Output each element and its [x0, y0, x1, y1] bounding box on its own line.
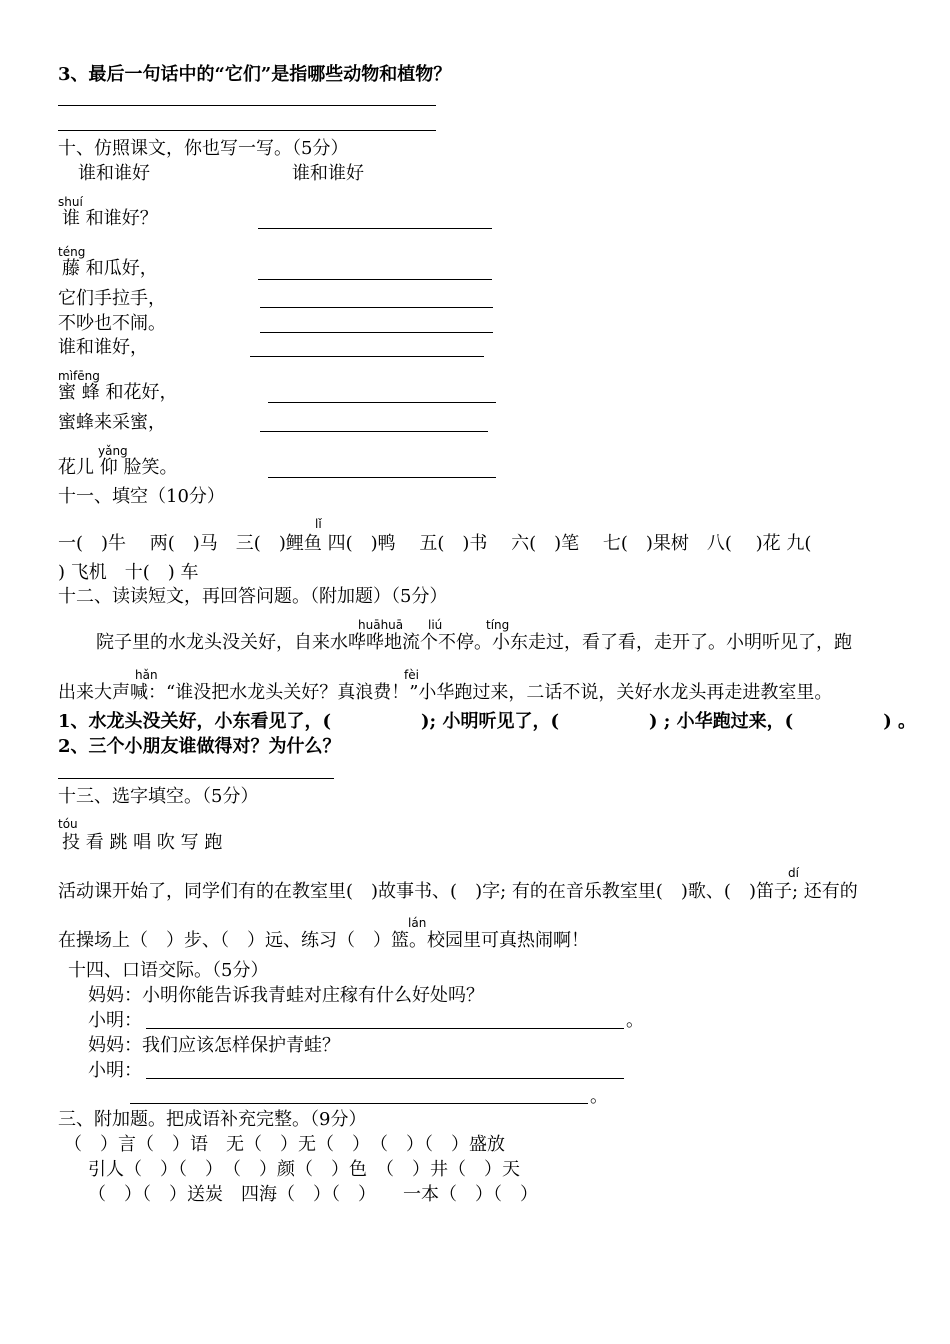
answer-line[interactable] — [146, 1028, 624, 1029]
column-right-title: 谁和谁好 — [292, 163, 364, 184]
answer-line[interactable] — [260, 332, 493, 333]
idiom-row: （ ）（ ）送炭 四海（ ）（ ） 一本（ ）（ ） — [88, 1184, 538, 1205]
answer-line[interactable] — [260, 431, 488, 432]
poem-line: 蜜 蜂 和花好， — [58, 382, 178, 403]
answer-line[interactable] — [258, 228, 492, 229]
pinyin-fei: fèi — [404, 668, 419, 682]
section-10-heading: 十、仿照课文，你也写一写。（5分） — [58, 138, 349, 159]
answer-line[interactable] — [146, 1078, 624, 1079]
pinyin-lan: lán — [408, 916, 427, 930]
answer-line[interactable] — [58, 105, 436, 106]
poem-line: 谁 和谁好？ — [62, 208, 158, 229]
answer-line[interactable] — [260, 307, 493, 308]
fill-sentence: 在操场上（ ）步、（ ）远、练习（ ）篮。校园里可真热闹啊！ — [58, 930, 589, 951]
pinyin-ting: tíng — [486, 618, 510, 632]
pinyin-tou: tóu — [58, 817, 78, 831]
poem-line: 花儿 仰 脸笑。 — [58, 457, 178, 478]
idiom-row: 引人（ ）（ ） （ ）颜（ ）色 （ ）井（ ）天 — [88, 1159, 520, 1180]
poem-line: 蜜蜂来采蜜， — [58, 412, 166, 433]
section-14-heading: 十四、口语交际。（5分） — [68, 960, 269, 981]
dialogue-xiaoming-label: 小明： — [88, 1010, 142, 1031]
answer-line[interactable] — [268, 477, 496, 478]
answer-line[interactable] — [258, 279, 492, 280]
column-left-title: 谁和谁好 — [78, 163, 150, 184]
period: 。 — [590, 1086, 608, 1107]
idiom-row: （ ）言（ ）语 无（ ）无（ ） （ ）（ ）盛放 — [64, 1134, 505, 1155]
period: 。 — [626, 1010, 644, 1031]
dialogue-mom: 妈妈：我们应该怎样保护青蛙？ — [88, 1035, 340, 1056]
section-12-heading: 十二、读读短文，再回答问题。（附加题）（5分） — [58, 586, 448, 607]
fill-row: ) 飞机 十( ) 车 — [58, 562, 199, 583]
section-11-heading: 十一、填空（10分） — [58, 486, 225, 507]
pinyin-liu: liú — [428, 618, 443, 632]
fill-sentence: 活动课开始了，同学们有的在教室里( )故事书、( )字; 有的在音乐教室里( )歌、( )笛子; 还有的 — [58, 881, 858, 902]
fill-row: 一( )牛 两( )马 三( )鲤鱼 四( )鸭 五( )书 六( )笔 七( )果树 八( )花 九( — [58, 533, 812, 554]
poem-line: 谁和谁好， — [58, 337, 148, 358]
answer-line[interactable] — [268, 402, 496, 403]
answer-line[interactable] — [58, 778, 334, 779]
dialogue-xiaoming-label: 小明： — [88, 1060, 142, 1081]
pinyin-li: lǐ — [315, 517, 322, 531]
dialogue-mom: 妈妈：小明你能告诉我青蛙对庄稼有什么好处吗？ — [88, 985, 484, 1006]
passage-line: 出来大声喊：“谁没把水龙头关好？真浪费！”小华跑过来，二话不说，关好水龙头再走进教室里。 — [58, 682, 833, 703]
poem-line: 藤 和瓜好， — [62, 258, 158, 279]
question-3: 3、最后一句话中的“它们”是指哪些动物和植物？ — [58, 64, 452, 85]
poem-line: 它们手拉手， — [58, 288, 166, 309]
pinyin-huahua: huāhuā — [358, 618, 404, 632]
bonus-heading: 三、附加题。把成语补充完整。（9分） — [58, 1109, 367, 1130]
question-2: 2、三个小朋友谁做得对？为什么？ — [58, 736, 341, 757]
word-options: 投 看 跳 唱 吹 写 跑 — [62, 832, 223, 853]
pinyin-teng: téng — [58, 245, 86, 259]
poem-line: 不吵也不闹。 — [58, 313, 166, 334]
answer-line[interactable] — [250, 356, 484, 357]
pinyin-yang: yǎng — [98, 444, 128, 458]
passage-line: 院子里的水龙头没关好，自来水哗哗地流个不停。小东走过，看了看，走开了。小明听见了，跑 — [96, 632, 852, 653]
section-13-heading: 十三、选字填空。（5分） — [58, 786, 259, 807]
answer-line[interactable] — [130, 1103, 588, 1104]
pinyin-han: hǎn — [135, 668, 158, 682]
answer-line[interactable] — [58, 130, 436, 131]
question-1: 1、水龙头没关好，小东看见了，( ); 小明听见了，( ) ; 小华跑过来，( ) 。 — [58, 711, 916, 732]
pinyin-mifeng: mìfēng — [58, 369, 100, 383]
pinyin-di: dí — [788, 866, 799, 880]
pinyin-shui: shuí — [58, 195, 83, 209]
